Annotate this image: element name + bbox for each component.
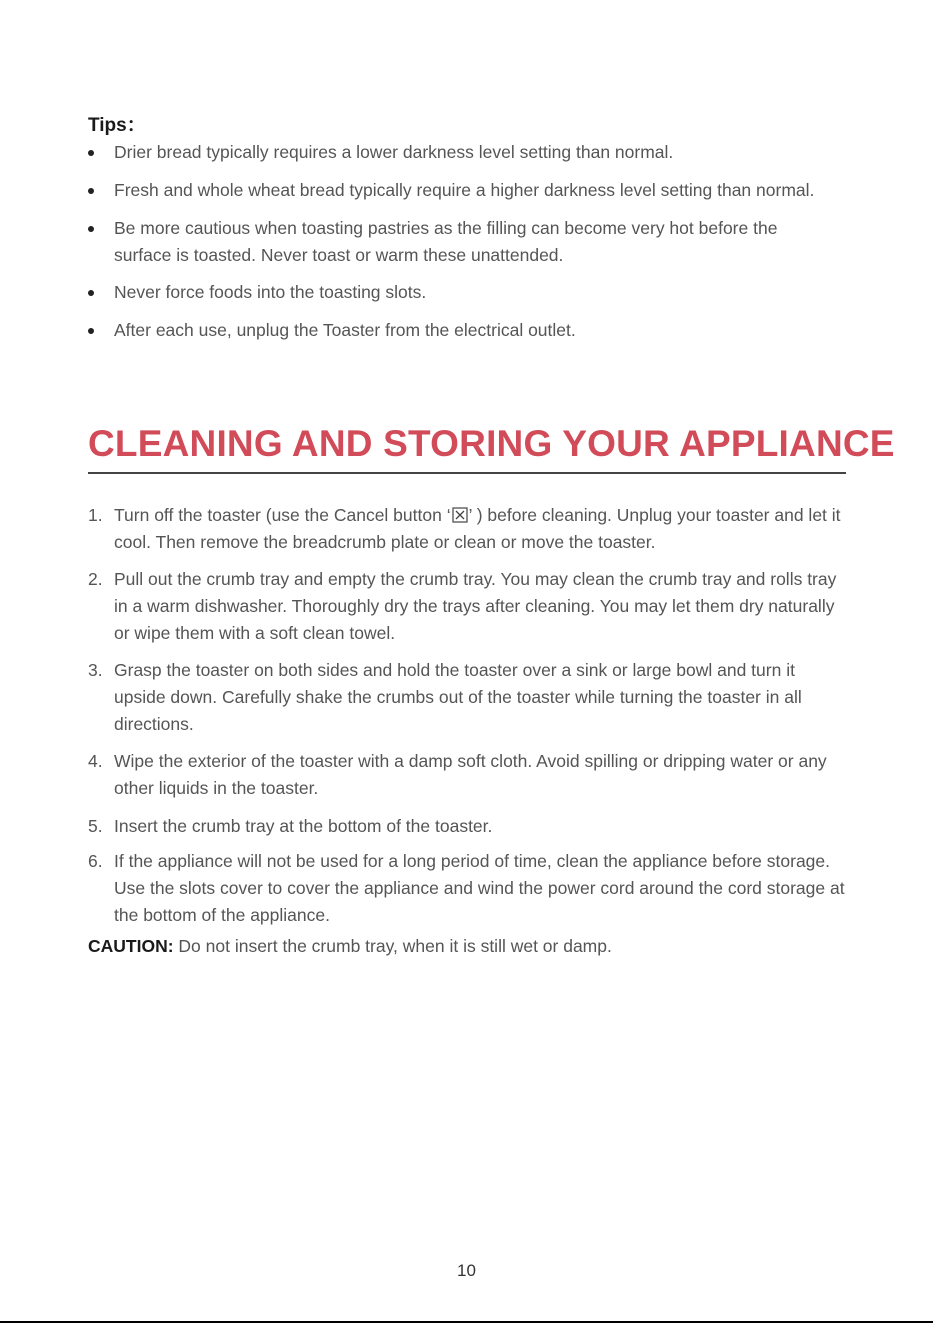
caution-label: CAUTION:: [88, 936, 174, 956]
step-item: [88, 502, 848, 556]
step-text: If the appliance will not be used for a long period of time, clean the appliance before storage. Use the slots cover to cover the appliance and wind the power cord around the cord storage at the bottom of the appliance.: [114, 851, 845, 925]
step-text: Grasp the toaster on both sides and hold the toaster over a sink or large bowl and turn it upside down. Carefully shake the crumbs out of the toaster while turning the toaster in all directions.: [114, 660, 802, 734]
page-bottom-border: [0, 1321, 933, 1323]
step-number: 6.: [88, 851, 103, 871]
bullet-icon: [88, 188, 94, 194]
bullet-icon: [88, 328, 94, 334]
step-item: [88, 566, 848, 647]
tip-text: After each use, unplug the Toaster from the electrical outlet.: [114, 320, 576, 340]
step-number: 4.: [88, 751, 103, 771]
step-text: Insert the crumb tray at the bottom of the toaster.: [114, 816, 493, 836]
tip-item: [88, 317, 848, 344]
bullet-icon: [88, 226, 94, 232]
step-text: Wipe the exterior of the toaster with a damp soft cloth. Avoid spilling or dripping water or any other liquids in the toaster.: [114, 751, 827, 798]
section-divider: [88, 472, 846, 474]
step-text: Pull out the crumb tray and empty the crumb tray. You may clean the crumb tray and rolls tray in a warm dishwasher. Thoroughly dry the trays after cleaning. You may let them dry naturally or wipe them with a soft clean towel.: [114, 569, 837, 643]
tip-text: Be more cautious when toasting pastries as the filling can become very hot before the surface is toasted. Never toast or warm these unattended.: [114, 218, 778, 265]
cancel-x-box-icon: [452, 507, 468, 523]
tip-text: Never force foods into the toasting slots.: [114, 282, 427, 302]
tip-item: [88, 279, 848, 306]
tip-text: Fresh and whole wheat bread typically require a higher darkness level setting than normal.: [114, 180, 815, 200]
step-text-part: ’ ) before cleaning. Unplug your toaster and let it cool. Then remove the breadcrumb plate or clean or move the toaster.: [114, 505, 841, 552]
step-number: 3.: [88, 660, 103, 680]
step-text: [114, 502, 848, 556]
page-number: 10: [457, 1261, 476, 1280]
tip-text: Drier bread typically requires a lower darkness level setting than normal.: [114, 142, 674, 162]
step-item: [88, 657, 848, 738]
step-text-part: Turn off the toaster (use the Cancel button ‘: [114, 505, 451, 525]
step-number: 5.: [88, 816, 103, 836]
step-item: [88, 813, 848, 840]
step-item: [88, 748, 848, 802]
tips-heading: Tips：: [88, 115, 146, 136]
step-number: 1.: [88, 505, 103, 525]
caution-text: Do not insert the crumb tray, when it is still wet or damp.: [173, 936, 612, 956]
caution-note: [88, 933, 848, 960]
bullet-icon: [88, 290, 94, 296]
section-title: CLEANING AND STORING YOUR APPLIANCE: [88, 423, 895, 464]
step-item: [88, 848, 848, 929]
bullet-icon: [88, 150, 94, 156]
tip-item: [88, 139, 848, 166]
tip-item: [88, 177, 848, 204]
step-number: 2.: [88, 569, 103, 589]
tip-item: [88, 215, 848, 269]
